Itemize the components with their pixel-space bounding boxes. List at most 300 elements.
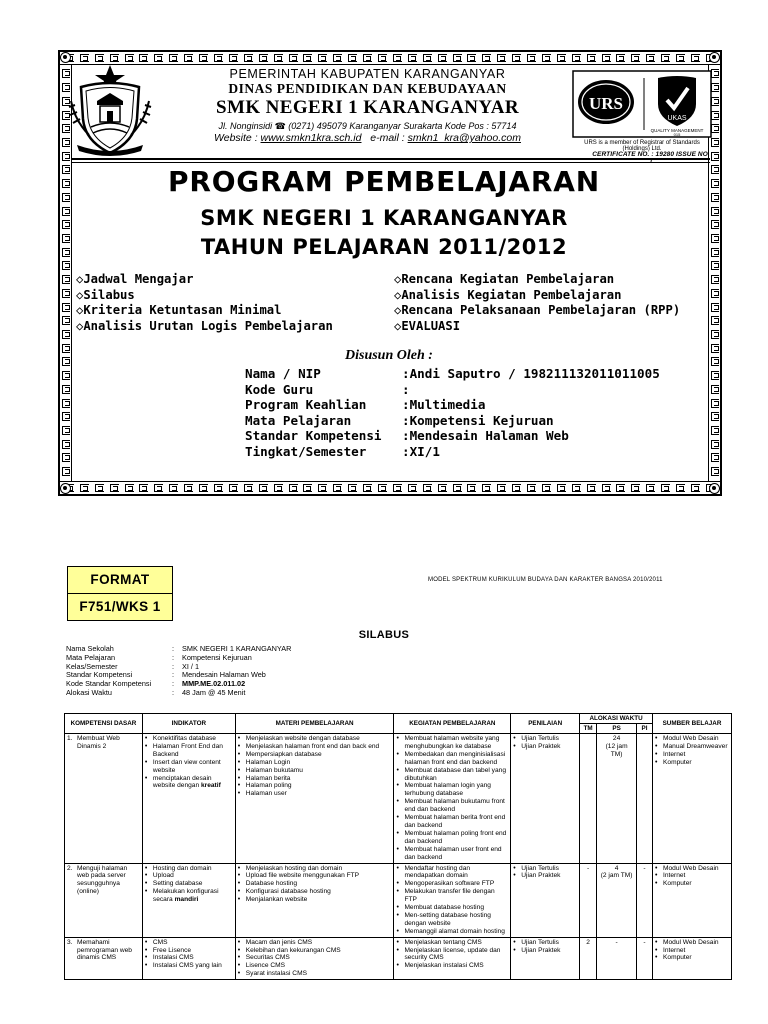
- author-field-label: Kode Guru: [245, 381, 314, 397]
- sumber-text: Internet: [663, 750, 686, 758]
- kegiatan-item: [396, 782, 508, 798]
- greek-key-glyph: [676, 484, 685, 492]
- cell-materi: [235, 863, 394, 937]
- document-item: [394, 319, 680, 335]
- materi-text: Mempersiapkan database: [245, 750, 322, 758]
- cell-materi: [235, 734, 394, 864]
- author-field-label: Mata Pelajaran: [245, 412, 352, 428]
- ukas-number: 015: [673, 132, 681, 137]
- greek-key-glyph: [467, 54, 476, 62]
- indikator-item: [145, 743, 233, 759]
- urs-text: URS: [588, 94, 624, 113]
- document-item-label: Rencana Kegiatan Pembelajaran: [401, 272, 615, 286]
- letterhead-rule-thin: [72, 162, 710, 163]
- greek-key-glyph: [557, 54, 566, 62]
- greek-key-glyph: [512, 54, 521, 62]
- materi-text: Menjelaskan halaman front end dan back end: [245, 742, 380, 750]
- greek-key-glyph: [497, 54, 506, 62]
- cell-tm: -: [580, 863, 597, 937]
- kegiatan-text: Membedakan dan menginisialisasi halaman front end dan backend: [404, 750, 506, 766]
- materi-item: [238, 970, 392, 978]
- silabus-meta: [66, 645, 291, 698]
- penilaian-item: [513, 947, 577, 955]
- meta-colon: :: [172, 652, 175, 662]
- ps-line: -: [615, 938, 618, 946]
- materi-text: Kelebihan dan kekurangan CMS: [245, 946, 341, 954]
- letterhead: [160, 67, 575, 145]
- author-field-label: Tingkat/Semester: [245, 443, 367, 459]
- greek-key-glyph: [214, 484, 223, 492]
- indikator-list: [145, 735, 233, 790]
- sumber-text: Internet: [663, 946, 686, 954]
- materi-item: [238, 939, 392, 947]
- greek-key-glyph: [318, 54, 327, 62]
- greek-key-glyph: [62, 467, 70, 476]
- greek-key-glyph: [711, 385, 719, 394]
- author-row: [245, 444, 660, 460]
- greek-key-glyph: [646, 54, 655, 62]
- kegiatan-text: Membuat halaman bukutamu front end dan backend: [404, 798, 505, 814]
- materi-item: [238, 954, 392, 962]
- greek-key-glyph: [676, 54, 685, 62]
- kegiatan-text: Membuat halaman login yang terhubung database: [404, 782, 491, 798]
- author-field-value: :Multimedia: [402, 397, 486, 413]
- cell-sumber-belajar: [653, 863, 732, 937]
- sumber-list: [655, 735, 729, 767]
- greek-key-glyph: [274, 54, 283, 62]
- indikator-item: [145, 759, 233, 775]
- greek-key-glyph: [303, 54, 312, 62]
- indikator-text: menciptakan desain website dengan: [152, 774, 212, 790]
- indikator-emphasis: mandiri: [174, 896, 199, 904]
- greek-key-glyph: [289, 54, 298, 62]
- greek-key-glyph: [711, 330, 719, 339]
- kegiatan-text: Mengoperasikan software FTP: [404, 880, 495, 888]
- document-item-label: Kriteria Ketuntasan Minimal: [83, 303, 282, 318]
- materi-text: Menjelaskan hosting dan domain: [245, 864, 343, 872]
- kd-numbered: [67, 939, 140, 963]
- email-link[interactable]: smkn1_kra@yahoo.com: [407, 132, 521, 144]
- kegiatan-item: [396, 912, 508, 928]
- greek-key-glyph: [62, 426, 70, 435]
- penilaian-text: Ujian Tertulis: [521, 735, 559, 742]
- indikator-text: Instalasi CMS: [152, 954, 194, 962]
- greek-key-glyph: [62, 371, 70, 380]
- header-penilaian: PENILAIAN: [511, 714, 580, 734]
- documents-list-right: [394, 272, 680, 334]
- greek-key-glyph: [423, 484, 432, 492]
- kegiatan-item: [396, 928, 508, 936]
- sumber-item: [655, 880, 729, 888]
- indikator-text: Instalasi CMS yang lain: [152, 962, 222, 970]
- greek-key-glyph: [289, 484, 298, 492]
- document-item: [76, 288, 333, 304]
- cell-indikator: [142, 734, 235, 864]
- meta-colon: :: [172, 679, 175, 689]
- greek-key-glyph: [154, 54, 163, 62]
- corner-ornament: [709, 483, 720, 494]
- table-row: [65, 863, 732, 937]
- letterhead-rule: [72, 158, 710, 160]
- greek-key-glyph: [542, 54, 551, 62]
- greek-key-glyph: [527, 54, 536, 62]
- sumber-text: Komputer: [663, 954, 692, 962]
- cell-kompetensi-dasar: [65, 863, 143, 937]
- materi-item: [238, 962, 392, 970]
- kegiatan-text: Menjelaskan tentang CMS: [404, 938, 482, 946]
- kegiatan-item: [396, 939, 508, 947]
- cell-kegiatan: [394, 734, 511, 864]
- materi-list: [238, 939, 392, 979]
- sumber-item: [655, 872, 729, 880]
- penilaian-item: [513, 939, 577, 947]
- author-field-label: Program Keahlian: [245, 397, 367, 413]
- author-field-value: :Kompetensi Kejuruan: [402, 412, 554, 428]
- kegiatan-item: [396, 947, 508, 963]
- greek-key-glyph: [711, 344, 719, 353]
- materi-item: [238, 751, 392, 759]
- greek-key-glyph: [378, 54, 387, 62]
- indikator-text: Upload: [152, 872, 174, 880]
- kegiatan-text: Men-setting database hosting dengan website: [404, 911, 491, 927]
- greek-key-glyph: [139, 484, 148, 492]
- materi-text: Halaman user: [245, 790, 287, 798]
- penilaian-list: [513, 865, 577, 881]
- ps-line: 4: [614, 864, 619, 872]
- cell-indikator: [142, 937, 235, 980]
- certification-note: URS is a member of Registrar of Standards (Holdings) Ltd.: [584, 140, 700, 152]
- cell-ps: [597, 937, 637, 980]
- greek-key-glyph: [62, 193, 70, 202]
- greek-key-glyph: [711, 357, 719, 366]
- indikator-text: Konektifitas database: [152, 735, 216, 742]
- penilaian-item: [513, 743, 577, 751]
- indikator-item: [145, 865, 233, 873]
- materi-text: Halaman poling: [245, 782, 292, 790]
- cell-pi: -: [637, 863, 653, 937]
- author-field-value: :: [402, 381, 410, 397]
- greek-key-glyph: [438, 484, 447, 492]
- materi-item: [238, 775, 392, 783]
- greek-key-glyph: [711, 316, 719, 325]
- table-row: [65, 734, 732, 864]
- greek-key-glyph: [62, 179, 70, 188]
- indikator-list: [145, 939, 233, 971]
- materi-list: [238, 865, 392, 905]
- greek-key-glyph: [274, 484, 283, 492]
- greek-key-glyph: [482, 484, 491, 492]
- greek-key-glyph: [482, 54, 491, 62]
- materi-text: Securitas CMS: [245, 954, 290, 962]
- materi-item: [238, 759, 392, 767]
- materi-item: [238, 947, 392, 955]
- cell-kegiatan: [394, 937, 511, 980]
- greek-key-glyph: [711, 303, 719, 312]
- meta-value: Kompetensi Kejuruan: [182, 652, 252, 662]
- meta-colon: :: [172, 687, 175, 697]
- greek-key-glyph: [62, 412, 70, 421]
- sumber-text: Internet: [663, 872, 686, 880]
- ukas-subtext: QUALITY MANAGEMENT: [650, 128, 704, 133]
- materi-text: Macam dan jenis CMS: [245, 938, 313, 946]
- cell-sumber-belajar: [653, 937, 732, 980]
- greek-key-glyph: [184, 484, 193, 492]
- document-item: [394, 272, 680, 288]
- greek-key-glyph: [333, 54, 342, 62]
- greek-key-glyph: [557, 484, 566, 492]
- kegiatan-item: [396, 880, 508, 888]
- greek-key-glyph: [453, 484, 462, 492]
- greek-key-glyph: [691, 484, 700, 492]
- indikator-text: Setting database: [152, 880, 203, 888]
- indikator-item: [145, 735, 233, 743]
- greek-key-glyph: [199, 484, 208, 492]
- greek-key-glyph: [62, 344, 70, 353]
- meta-colon: :: [172, 670, 175, 680]
- materi-text: Upload file website menggunakan FTP: [245, 872, 360, 880]
- diamond-bullet-icon: ◇: [394, 272, 402, 286]
- sumber-item: [655, 751, 729, 759]
- materi-text: Database hosting: [245, 880, 298, 888]
- school-name: SMK NEGERI 1 KARANGANYAR: [216, 97, 519, 118]
- cell-ps: [597, 863, 637, 937]
- greek-key-glyph: [602, 484, 611, 492]
- ukas-text: UKAS: [667, 115, 687, 122]
- kd-number: 1.: [67, 735, 73, 742]
- document-item-label: Analisis Kegiatan Pembelajaran: [401, 287, 622, 302]
- greek-key-glyph: [393, 54, 402, 62]
- meta-colon: :: [172, 661, 175, 671]
- materi-text: Menjalankan website: [245, 896, 308, 904]
- greek-key-glyph: [497, 484, 506, 492]
- cell-sumber-belajar: [653, 734, 732, 864]
- ps-line: (12 jam TM): [605, 742, 628, 758]
- greek-key-glyph: [259, 484, 268, 492]
- silabus-title: SILABUS: [358, 629, 410, 641]
- cell-penilaian: [511, 863, 580, 937]
- diamond-bullet-icon: ◇: [76, 303, 84, 318]
- indikator-item: [145, 939, 233, 947]
- greek-key-glyph: [62, 316, 70, 325]
- sumber-item: [655, 759, 729, 767]
- penilaian-text: Ujian Tertulis: [521, 938, 559, 946]
- header-indikator: INDIKATOR: [142, 714, 235, 734]
- meta-label: Standar Kompetensi: [66, 670, 133, 680]
- penilaian-text: Ujian Praktek: [521, 872, 561, 880]
- materi-text: Halaman bukutamu: [245, 766, 303, 774]
- kegiatan-item: [396, 830, 508, 846]
- author-row: [245, 413, 660, 429]
- department-name: DINAS PENDIDIKAN DAN KEBUDAYAAN: [228, 81, 507, 96]
- author-row: [245, 428, 660, 444]
- kegiatan-text: Membuat halaman website yang menghubungkan ke database: [404, 735, 500, 750]
- materi-text: Halaman berita: [245, 774, 291, 782]
- greek-key-glyph: [95, 484, 104, 492]
- penilaian-text: Ujian Praktek: [521, 946, 561, 954]
- greek-key-glyph: [169, 484, 178, 492]
- greek-key-glyph: [62, 207, 70, 216]
- greek-key-glyph: [438, 54, 447, 62]
- greek-key-glyph: [378, 484, 387, 492]
- greek-key-glyph: [646, 484, 655, 492]
- table-row: [65, 937, 732, 980]
- indikator-item: [145, 947, 233, 955]
- kegiatan-item: [396, 962, 508, 970]
- document-item: [394, 288, 680, 304]
- email-label: e-mail :: [361, 132, 408, 144]
- greek-key-glyph: [711, 399, 719, 408]
- sumber-item: [655, 865, 729, 873]
- greek-key-glyph: [711, 234, 719, 243]
- indikator-text: Melakukan konfigurasi secara: [152, 888, 219, 904]
- sumber-item: [655, 947, 729, 955]
- greek-key-glyph: [62, 330, 70, 339]
- materi-item: [238, 865, 392, 873]
- greek-key-glyph: [711, 289, 719, 298]
- author-field-value: :XI/1: [402, 443, 440, 459]
- greek-key-glyph: [467, 484, 476, 492]
- kegiatan-item: [396, 888, 508, 904]
- kegiatan-text: Melakukan transfer file dengan FTP: [404, 888, 495, 904]
- document-item-label: Analisis Urutan Logis Pembelajaran: [83, 318, 333, 333]
- document-item: [76, 303, 333, 319]
- table-header-row: [65, 714, 732, 724]
- greek-key-glyph: [244, 54, 253, 62]
- sumber-item: [655, 743, 729, 751]
- greek-key-glyph: [303, 484, 312, 492]
- kegiatan-text: Mendaftar hosting dan mendapatkan domain: [404, 864, 471, 880]
- academic-year: TAHUN PELAJARAN 2011/2012: [200, 235, 568, 259]
- materi-item: [238, 767, 392, 775]
- diamond-bullet-icon: ◇: [76, 287, 84, 302]
- diamond-bullet-icon: ◇: [394, 318, 402, 333]
- materi-item: [238, 735, 392, 743]
- greek-key-glyph: [62, 440, 70, 449]
- meta-label: Alokasi Waktu: [66, 687, 112, 697]
- meta-label: Kode Standar Kompetensi: [66, 679, 152, 689]
- document-item-label: Jadwal Mengajar: [83, 272, 194, 286]
- greek-key-glyph: [711, 165, 719, 174]
- school-address: Jl. Nonginsidi ☎ (0271) 495079 Karanganyar Surakarta Kode Pos : 57714: [218, 121, 517, 131]
- greek-key-glyph: [62, 275, 70, 284]
- greek-key-glyph: [229, 484, 238, 492]
- cell-ps: [597, 734, 637, 864]
- penilaian-item: [513, 872, 577, 880]
- sumber-text: Komputer: [663, 880, 692, 888]
- diamond-bullet-icon: ◇: [76, 318, 84, 333]
- materi-list: [238, 735, 392, 798]
- header-ps: PS: [597, 724, 637, 734]
- greek-key-glyph: [572, 484, 581, 492]
- greek-key-glyph: [110, 484, 119, 492]
- greek-key-glyph: [616, 484, 625, 492]
- greek-key-glyph: [711, 412, 719, 421]
- author-field-label: Standar Kompetensi: [245, 428, 382, 444]
- documents-list-left: [76, 272, 333, 334]
- kd-numbered: [67, 865, 140, 897]
- author-row: [245, 397, 660, 413]
- author-field-value: :Mendesain Halaman Web: [402, 428, 569, 444]
- author-field-label: Nama / NIP: [245, 366, 321, 381]
- kegiatan-item: [396, 846, 508, 862]
- indikator-list: [145, 865, 233, 905]
- sumber-list: [655, 865, 729, 889]
- kegiatan-text: Menjelaskan license, update dan security CMS: [404, 946, 501, 962]
- cell-pi: -: [637, 937, 653, 980]
- penilaian-text: Ujian Praktek: [521, 742, 561, 750]
- kegiatan-item: [396, 865, 508, 881]
- indikator-item: [145, 872, 233, 880]
- greek-key-glyph: [62, 289, 70, 298]
- kegiatan-item: [396, 735, 508, 751]
- indikator-text: Free Lisence: [152, 946, 192, 954]
- greek-key-glyph: [348, 484, 357, 492]
- greek-key-glyph: [661, 54, 670, 62]
- kd-text: Memahami pemrograman web dinamis CMS: [77, 938, 132, 962]
- document-item-label: Rencana Pelaksanaan Pembelajaran (RPP): [401, 303, 681, 318]
- kd-number: 3.: [67, 938, 73, 946]
- sumber-item: [655, 954, 729, 962]
- format-code: F751/WKS 1: [67, 593, 173, 621]
- cell-kompetensi-dasar: [65, 937, 143, 980]
- greek-key-glyph: [169, 54, 178, 62]
- corner-ornament: [709, 52, 720, 63]
- silabus-table: [64, 713, 732, 980]
- greek-key-glyph: [587, 484, 596, 492]
- meta-colon: :: [172, 644, 175, 653]
- indikator-emphasis: kreatif: [200, 782, 221, 790]
- greek-key-glyph: [542, 484, 551, 492]
- author-row: [245, 382, 660, 398]
- header-materi: MATERI PEMBELAJARAN: [235, 714, 394, 734]
- urs-ukas-certification-logo: [572, 70, 712, 146]
- indikator-item: [145, 880, 233, 888]
- meta-row: [66, 689, 291, 698]
- greek-key-glyph: [527, 484, 536, 492]
- greek-key-glyph: [661, 484, 670, 492]
- greek-key-glyph: [631, 54, 640, 62]
- greek-key-glyph: [80, 484, 89, 492]
- greek-key-glyph: [711, 193, 719, 202]
- greek-key-border-bottom: [60, 481, 720, 494]
- penilaian-list: [513, 735, 577, 751]
- kd-number: 2.: [67, 864, 73, 872]
- kegiatan-text: Membuat halaman poling front end dan backend: [404, 829, 507, 845]
- curriculum-model-note: MODEL SPEKTRUM KURIKULUM BUDAYA DAN KARAKTER BANGSA 2010/2011: [428, 577, 663, 583]
- document-item-label: EVALUASI: [401, 318, 461, 333]
- materi-item: [238, 743, 392, 751]
- greek-key-glyph: [711, 248, 719, 257]
- header-kegiatan: KEGIATAN PEMBELAJARAN: [394, 714, 511, 734]
- greek-key-glyph: [711, 261, 719, 270]
- greek-key-glyph: [333, 484, 342, 492]
- greek-key-glyph: [348, 54, 357, 62]
- sumber-text: Modul Web Desain: [663, 735, 719, 742]
- materi-text: Lisence CMS: [245, 962, 285, 970]
- kegiatan-text: Memanggil alamat domain hosting: [404, 927, 505, 935]
- greek-key-glyph: [363, 54, 372, 62]
- cell-tm: 2: [580, 937, 597, 980]
- materi-text: Halaman Login: [245, 758, 291, 766]
- document-item: [394, 303, 680, 319]
- header-pi: PI: [637, 724, 653, 734]
- diamond-bullet-icon: ◇: [394, 303, 402, 318]
- greek-key-glyph: [229, 54, 238, 62]
- greek-key-glyph: [244, 484, 253, 492]
- diamond-bullet-icon: ◇: [394, 287, 402, 302]
- website-link[interactable]: www.smkn1kra.sch.id: [260, 132, 362, 144]
- cell-kompetensi-dasar: [65, 734, 143, 864]
